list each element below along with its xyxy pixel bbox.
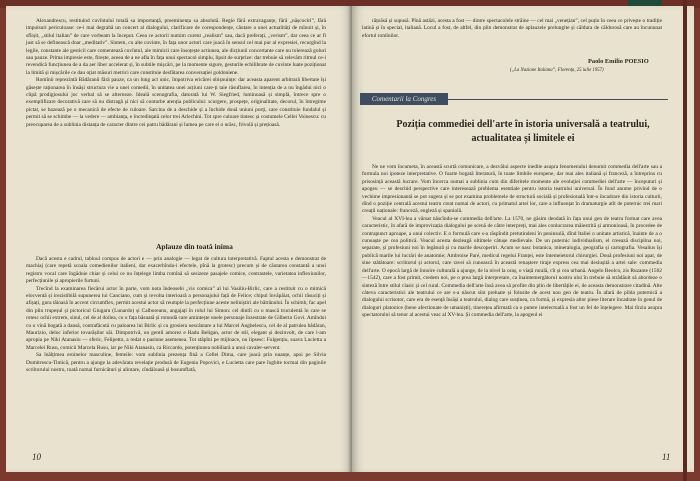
article-source: („La Nazione Italiana”, Florența, 25 iulie 1957): [510, 68, 604, 73]
paragraph: Ne ne vom încumeta, în această scurtă comunicare, a dezvălui aspecte inedite asupra fenomenului denumit commedia dell'arte sau a formula noi ipoteze interpretative. O foarte bogată literatură, în toate limbile europene, dar mai ales italiană și franceză, a întreprins cu prisosință această lucrare. Vom încerca numai a sublinia cum din diferitele momente ale evoluției commediei dell'arte — începuturi și apogeu — se deschid perspective care interesează problema esentiale pentru istoria teatrului universal. În fond anume privind de o vechime impresionantă se pot sugera și se pot examina problemele de structură socială și profesională într-o încadrare din istoria culturii, dînd o poziție centrală acestui teatru creat numai de actori, cu primatul artei lor, care a influențat în dramaturgie atît de puternic trei mari creații naționale: franceză, engleză și spaniolă.: [362, 164, 662, 215]
paragraph: Veacul al XVI-lea a vărsat născîndu-se commedia dell'arte. La 1570, ne găsim deodată în fața unui gen de teatru format care avea caracteristic, în afară de improvizația dialogului pe scenă de către interpreți, mai ales conlucrarea măiestrită și armonioasă, în procedee de contrapunct aproape, a unui colectiv. E o formulă care s-a răspîndit pretutindeni în peninsulă, dînd Italiei o unitate artistică, înainte de a o cunoaște pe cea politică. Veacul acesta dezleagă ultimele cătușe medievale. De un puternic individualism, el creează disciplina noi, separate, și profesiuni noi în legătură și cu marile descoperiri. Acum se nasc botanica, mineralogia, geografia și cartografia. Vesalius își publică marile lui lucrări de anatomie; Ambroise Paré, medicul regelui Franței, este întemeietorul chirurgiei. Două profesiuni noi apar, de sine stătătoare: scriitorul și actorul, care ravei să cunoască în această renaștere tiraje express cea mai deslușită a artei sale: commedia dell'arte. O epocă largă de înnoire culturală a ajunge, de la nivel la oraș, o viață rurală, cît și cea urbană. Angelo Beolco, zis Ruzante (1502—1542), care a fost primit, credem noi, pe o prea largă interpretare, ca înaintemergătorul nostru ului în trebuie să strădăuit să abordeze o sinteză între stilul clasic și cel rural. Commedia dell'arte însă avea să profite din plin de libertățile ei, de aceasta demonstrare citadină. Alte câteva caracteristici ale teatrului ce are s-a născut sînt preluate și folosite de acest nou gen de teatru. În afară de pilda puternică a dialogului scrisotor, care era de esență însăși a teatrului, dialog care susținea, ca formă, și expresia altor piese literare încadrate în genul de dialoguri platonice (bene afectionate de umaniști), tinerețea afirmată ca o putere intelectuală a fost un fel de înțelegere. Mai tîrziu asupra spectatorului să tenor al acestui veac al XV-lea. Și commedia dell'arte, la apogeul ei: [362, 215, 662, 319]
article-title: Poziția commediei dell'arte în istoria universală a teatrului, actualitatea și limitele ei: [396, 119, 650, 144]
right-text-bottom: [362, 164, 662, 320]
page-number: 10: [32, 452, 41, 462]
section-heading: Aplauze din toată inima: [156, 242, 233, 251]
left-page: [6, 6, 352, 472]
section-tag: Comentarii la Congres: [360, 93, 448, 105]
section-rule: [448, 99, 668, 100]
left-text-bottom: [26, 256, 326, 375]
book-edge: [683, 0, 687, 481]
paragraph: Alexandrescu, restituind cuvîntului totală sa importanță, preeminența sa absolută. Regie fără extravaganțe, fără „nășcociri”, fără impulsuri periculoase: ce-i mai degrabă un concert al dialogului, clarificare de corespondențe, căutare a unei actualități de mînuit și, în sfîrșit, „stilul italian” de care vorbeam la început. Ceea ce actorii numim curent „realism” sau, dacă preferați, „verism”, dar ceea ce ar fi just să se definească doar „meditativ”. Sintem, cu alte cuvinte, în fața unor actori care joacă în sensul cel mai pur al expresiei, recurgînd la legile, constante ale gesticii care comentează cuvîntul, ale mimicii care însoțește actiunea, ale dicțiunii concertante care nu tolerează goluri sau pauze. Prima impresie este, firește, aceea de a ne afla în fața unui spectacol simplu, lipsit de surprize: dar trebuie să relevăm ritmul ce-i revendică funcțiunea de a da aer liber accelerat și, în subtile mișcări, pe la momente sigure, gesturile echilibrate de cuvinte luate poziționat la limită și mișcările ce dau oțiat măsuri metrici care constituie desfătarea conversației goldoniene.: [26, 18, 326, 76]
paragraph: Dacă acesta e cadrul, tabloul compus de actori e — prin analogie — legat de cultura interpretativă. Faptul acesta e demonstrat de machiaj (care repetă scoala comedienilor italieni, dar exacerbînda-i efectele, pînă la grotesc) precum și de căutarea constantă a unui registru vocal care îngăduie chiar și celui ce nu înțelege limba romînă să sesizeze pasajele comice, contrastele, varietatea inflexiunilor, perfecțiunile și apropierile furtuni.: [26, 256, 326, 285]
paragraph: Trecînd la examinarea fiecărui actor în parte, vom nota îndeosebi „vis comica” al lui Vasiliu-Birlic, care a restituit cu o mimică elocventă și irezistibilă supunerea lui Canciano, cum și revolta interioară a personajului față de Felice; chipul învăpăiat, ochii răsuciți și afișați, gura tăioasă în accent circumflex, permit acestui actor să reumple la perfecțiune aceste neliniștiri ale bătrânului. În schimb, fac apel din plin trupeșul și pictoricul Giugaru (Lunardo) și Calboreanu, angajați în rolul lui Simon: cel dintîi cu o mască truculentă în care se rotesc ochii extrem, sinul, cel de al doilea, cu o fața băsuată și rotundă care amintește unele personaje înzestrate de Gilberto Govi. Amîndoi cu o vină bogată a dansă, contrafăcută cu paloarea lui Birlic și cu grosiera nescântare a lui Marcel Anghelescu, cel de al patrulea bădăran, Maurizio, deloc inferior tovarășilor săi. Dimpotrivă, un gentil amorez e Radu Beligan, actor de stil, elegant și dezinvolt, de care l-am apropia pe Niki Atanasiu — sferic, Felipetto, a redat o pasiune asemenea. Tot stăpîni pe mijloace, nu lipsesc: Fulgențiu, suava Lucietta a Marcelei Rusu, comicii Marcela Rusu, iar pe Niki Atanasiu, ca Riccardo, potențiunea nobiliară a unui cavaler-servent.: [26, 285, 326, 351]
left-text-top: [26, 18, 326, 129]
right-text-top: [362, 18, 662, 40]
paragraph: rățoăsă și supusă. Pînă astăzi, acesta a fost — dintre spectacolele străine — cel mai „venețian”, cel puțin în ceea ce privește o tradiție latină și în special, italiană. Locul a fost, de altfel, din plin demonstrat de aplauzele prelungite și căldura de căldurosă care au încununat efortul romînilor.: [362, 18, 662, 39]
paragraph: Romînii reprezintă Bădăranii fără pauze, ca un lung act unic, împotriva ericărei obișnuințe: dar aceasta aparent arbitrară libertate își găsește raționarea în însăși structura vie a unei comedii, în unitatea unei acțiuni care-ți taie răsuflarea, în intenția de a nu îngădui nici o clipă prodigiosului joc verbal să se alterneze. Ideală scenografia, datorată lui W. Siegfried, luminoasă și simplă, întrece spre o exemplifizare decorativă care să nu distragă și nici să conturbe atenția publicului: scurgere, prospețe, originalitate, decorul, în întregime pictat, se bazează pe o mecanică de efecte de culoare. Sarcina de a deschide și a închide două uniuni porți, care constituie fundalul și permit să se schimbe — la vedere — ambianța, e încredințată celor trei Arlechini. Tot spre culoare tintesc și costumele Cellei Voinescu: cu preocuparea de a sublinia distanța de caracter dintre cei patru bădărani și lumea pe care ei o urăsc, frivolă și prețioasă.: [26, 77, 326, 128]
paragraph: Sa înălțimea eroinelor masculine, femeile: vom sublinia prezența fină a Cellei Dima, care joacă prin nuanțe, apoi pe Silvia Dumitrescu-Timică, pentru a ajunge la adevărata revelație produsă de Eugenia Popovici, e Lucietta care pare înghite tocmai din paginile scriitorului nostru, toată numai furnicături și alintare, cîndăioasă și bosumflată,: [26, 352, 326, 374]
page-number: 11: [662, 452, 671, 462]
right-page: [352, 6, 694, 472]
article-author: Paolo Emilio POESIO: [588, 58, 649, 65]
